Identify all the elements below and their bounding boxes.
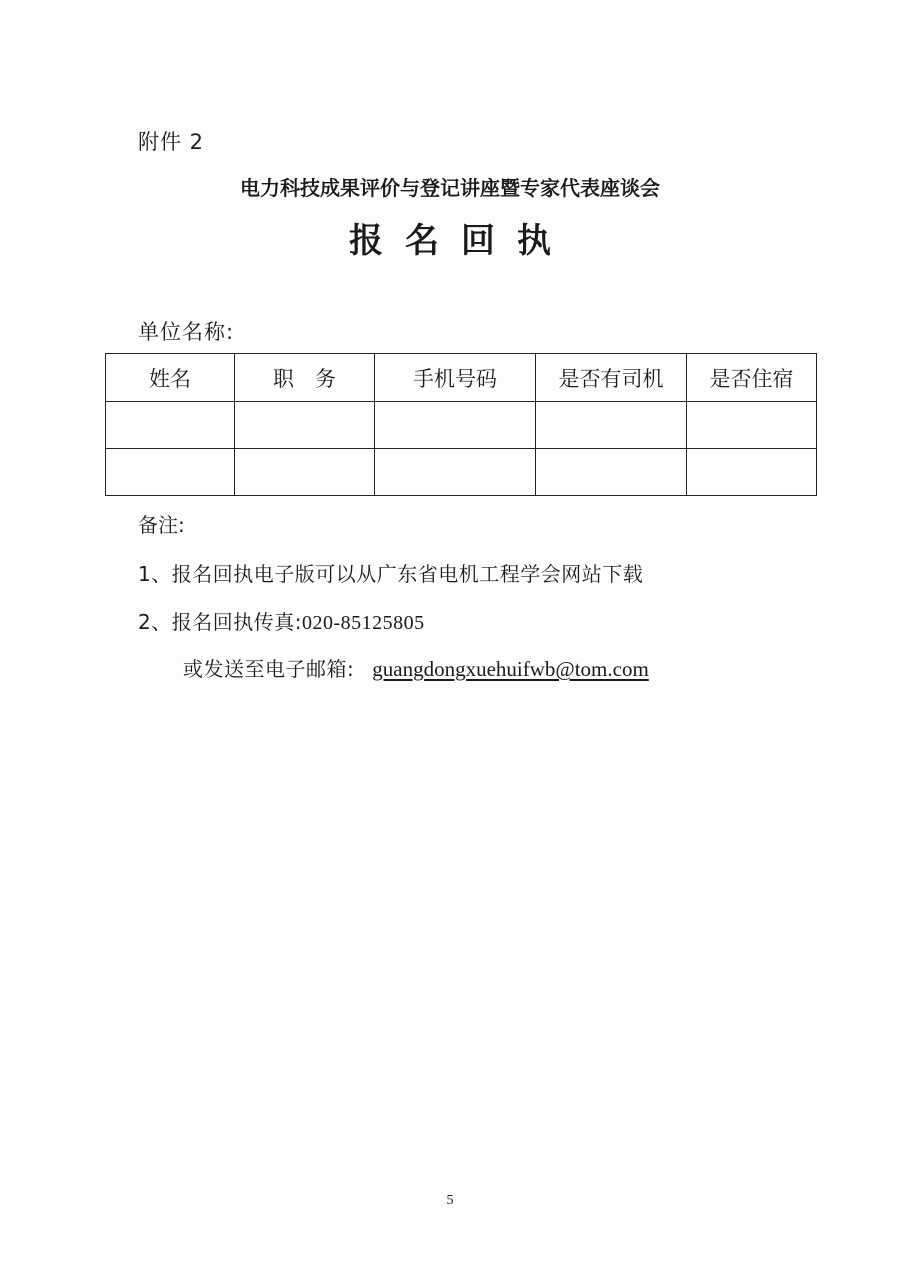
table-cell[interactable]	[235, 402, 375, 449]
note-item-2-label: 2、报名回执传真:	[138, 610, 302, 634]
email-link[interactable]: guangdongxuehuifwb@tom.com	[372, 657, 649, 681]
table-row	[106, 402, 817, 449]
note-item-2	[138, 606, 425, 635]
notes-label: 备注:	[138, 513, 185, 537]
document-title: 电力科技成果评价与登记讲座暨专家代表座谈会	[240, 176, 660, 200]
table-cell[interactable]	[536, 402, 687, 449]
table-cell[interactable]	[687, 402, 817, 449]
note-item-1: 1、报名回执电子版可以从广东省电机工程学会网站下载	[138, 562, 644, 586]
header-name: 姓名	[106, 354, 235, 402]
email-line	[183, 653, 649, 682]
page-number: 5	[446, 1193, 454, 1208]
table-cell[interactable]	[536, 449, 687, 496]
table-cell[interactable]	[235, 449, 375, 496]
header-has-driver: 是否有司机	[536, 354, 687, 402]
table-cell[interactable]	[375, 402, 536, 449]
header-accommodation: 是否住宿	[687, 354, 817, 402]
unit-name-label: 单位名称:	[138, 320, 235, 344]
table-cell[interactable]	[106, 402, 235, 449]
fax-number: 020-85125805	[301, 612, 425, 634]
table-header-row	[106, 354, 817, 402]
table-cell[interactable]	[375, 449, 536, 496]
document-subtitle: 报名回执	[349, 221, 573, 261]
table-cell[interactable]	[687, 449, 817, 496]
header-phone: 手机号码	[375, 354, 536, 402]
email-label: 或发送至电子邮箱:	[183, 657, 355, 681]
header-position: 职 务	[235, 354, 375, 402]
registration-table	[105, 353, 817, 496]
table-row	[106, 449, 817, 496]
table-cell[interactable]	[106, 449, 235, 496]
attachment-label: 附件 2	[138, 130, 205, 154]
